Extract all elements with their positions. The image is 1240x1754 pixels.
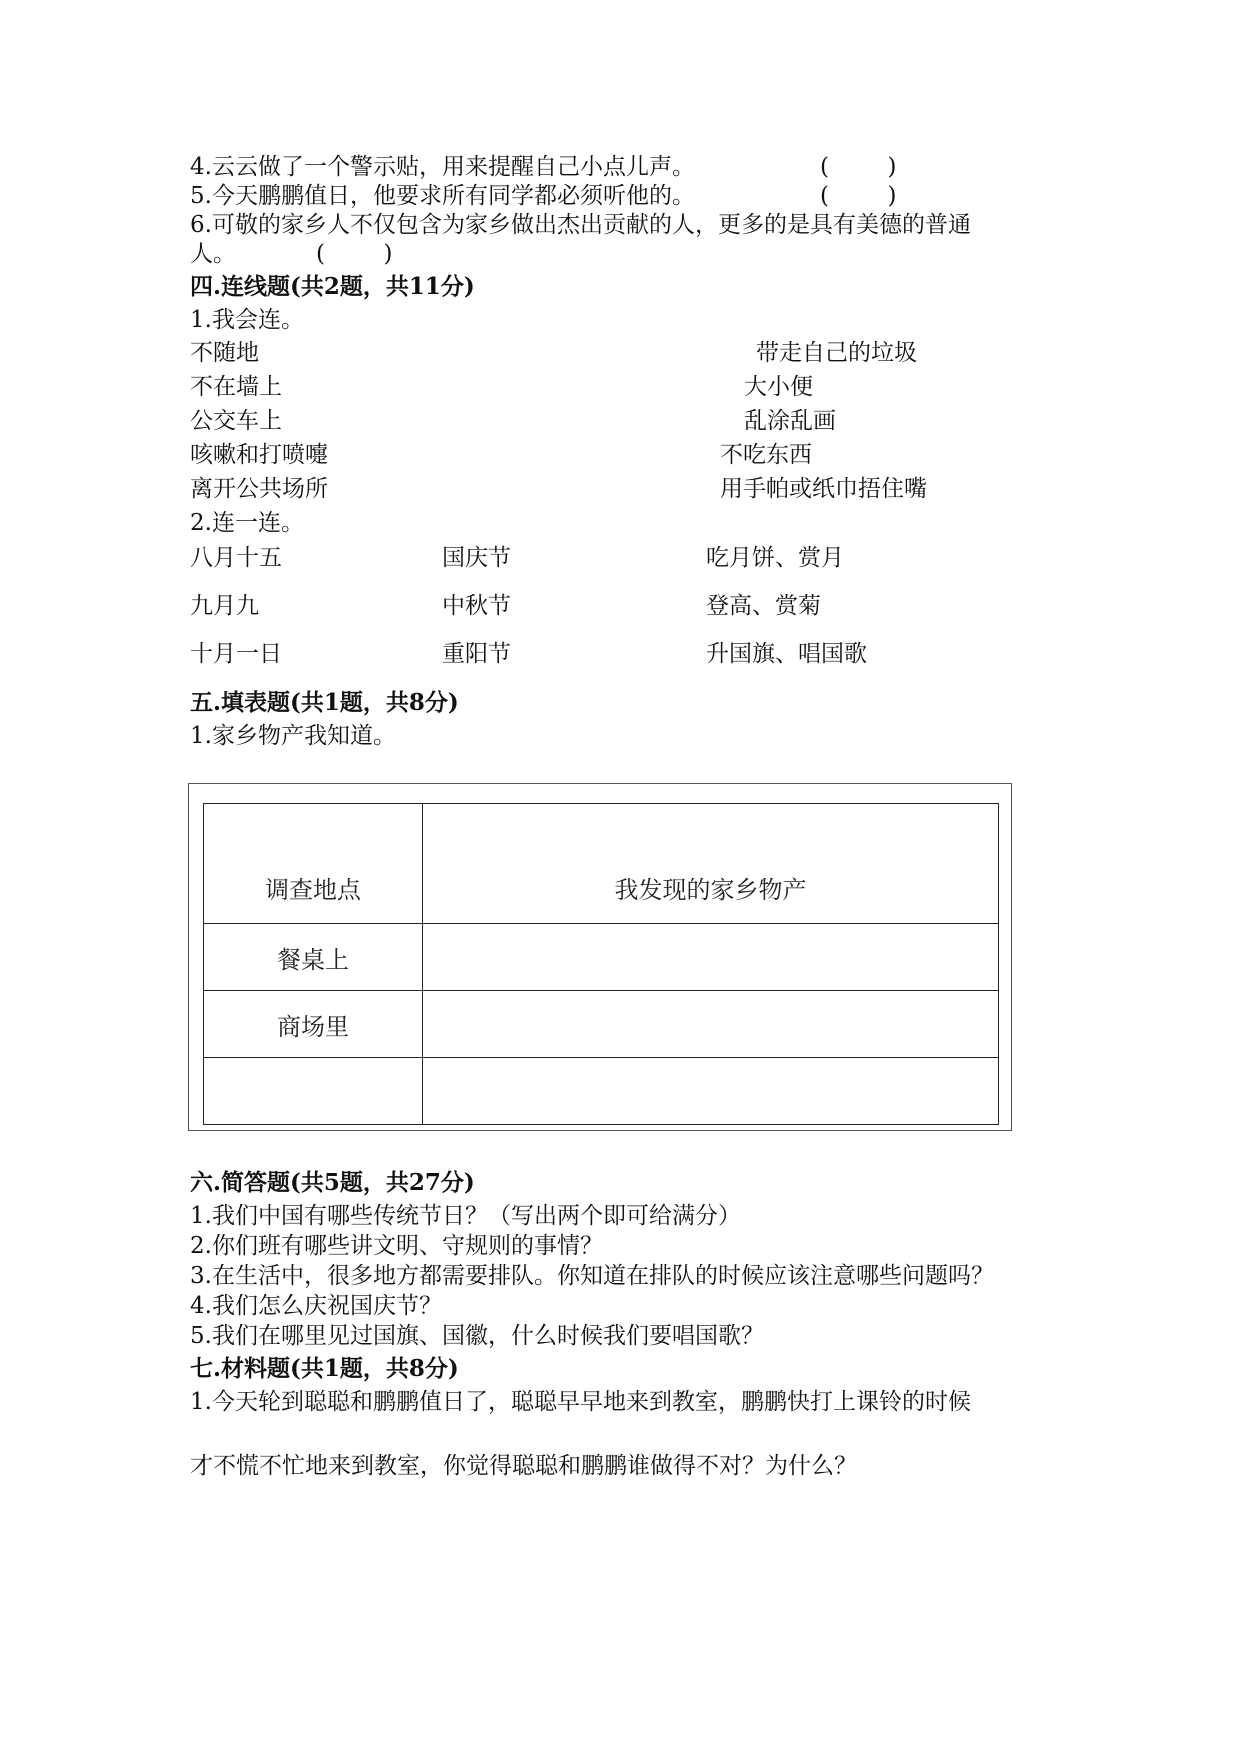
material-question-line2: 才不慌不忙地来到教室，你觉得聪聪和鹏鹏谁做得不对？为什么？	[190, 1453, 857, 1479]
answer-blank-4[interactable]: ( )	[820, 154, 897, 180]
match-left-4: 咳嗽和打喷嚏	[190, 442, 328, 468]
custom-1: 吃月饼、赏月	[706, 545, 844, 571]
header-location: 调查地点	[204, 804, 423, 924]
match-left-2: 不在墙上	[190, 374, 282, 400]
row-answer-cell[interactable]	[423, 1058, 999, 1125]
table-row	[204, 991, 999, 1058]
answer-blank-6[interactable]: ( )	[316, 241, 393, 267]
section-7-title: 七.材料题(共1题，共8分)	[190, 1355, 459, 1382]
row-location: 商场里	[204, 991, 423, 1058]
date-3: 十月一日	[190, 641, 282, 667]
table-header-row	[204, 804, 999, 924]
short-answer-2: 2.你们班有哪些讲文明、守规则的事情？	[190, 1233, 603, 1259]
match-right-4: 不吃东西	[720, 442, 812, 468]
judge-question-4: 4.云云做了一个警示贴，用来提醒自己小点儿声。	[190, 154, 695, 180]
match-right-2: 大小便	[744, 374, 813, 400]
material-question-line1: 1.今天轮到聪聪和鹏鹏值日了，聪聪早早地来到教室，鹏鹏快打上课铃的时候	[190, 1389, 971, 1415]
judge-question-6-line2: 人。	[190, 241, 236, 267]
short-answer-3: 3.在生活中，很多地方都需要排队。你知道在排队的时候应该注意哪些问题吗？	[190, 1263, 994, 1289]
short-answer-1: 1.我们中国有哪些传统节日？（写出两个即可给满分）	[190, 1203, 741, 1229]
custom-2: 登高、赏菊	[706, 593, 821, 619]
row-answer-cell[interactable]	[423, 991, 999, 1058]
section-4-q2: 2.连一连。	[190, 510, 304, 536]
date-2: 九月九	[190, 593, 259, 619]
match-right-5: 用手帕或纸巾捂住嘴	[720, 476, 927, 502]
answer-blank-5[interactable]: ( )	[820, 183, 897, 209]
judge-question-5: 5.今天鹏鹏值日，他要求所有同学都必须听他的。	[190, 183, 695, 209]
section-4-q1: 1.我会连。	[190, 307, 304, 333]
match-left-3: 公交车上	[190, 408, 282, 434]
date-1: 八月十五	[190, 545, 282, 571]
row-location[interactable]	[204, 1058, 423, 1125]
festival-1: 国庆节	[442, 545, 511, 571]
section-6-title: 六.简答题(共5题，共27分)	[190, 1169, 475, 1196]
local-products-table	[203, 803, 999, 1125]
section-5-title: 五.填表题(共1题，共8分)	[190, 689, 459, 716]
match-left-1: 不随地	[190, 340, 259, 366]
section-4-title: 四.连线题(共2题，共11分)	[190, 273, 475, 300]
match-left-5: 离开公共场所	[190, 476, 328, 502]
short-answer-4: 4.我们怎么庆祝国庆节？	[190, 1293, 442, 1319]
row-answer-cell[interactable]	[423, 924, 999, 991]
short-answer-5: 5.我们在哪里见过国旗、国徽，什么时候我们要唱国歌？	[190, 1323, 764, 1349]
section-5-q1: 1.家乡物产我知道。	[190, 723, 396, 749]
judge-question-6-line1: 6.可敬的家乡人不仅包含为家乡做出杰出贡献的人，更多的是具有美德的普通	[190, 212, 971, 238]
match-right-1: 带走自己的垃圾	[756, 340, 917, 366]
row-location: 餐桌上	[204, 924, 423, 991]
festival-2: 中秋节	[442, 593, 511, 619]
header-products: 我发现的家乡物产	[423, 804, 999, 924]
festival-3: 重阳节	[442, 641, 511, 667]
table-row	[204, 1058, 999, 1125]
match-right-3: 乱涂乱画	[744, 408, 836, 434]
custom-3: 升国旗、唱国歌	[706, 641, 867, 667]
table-row	[204, 924, 999, 991]
